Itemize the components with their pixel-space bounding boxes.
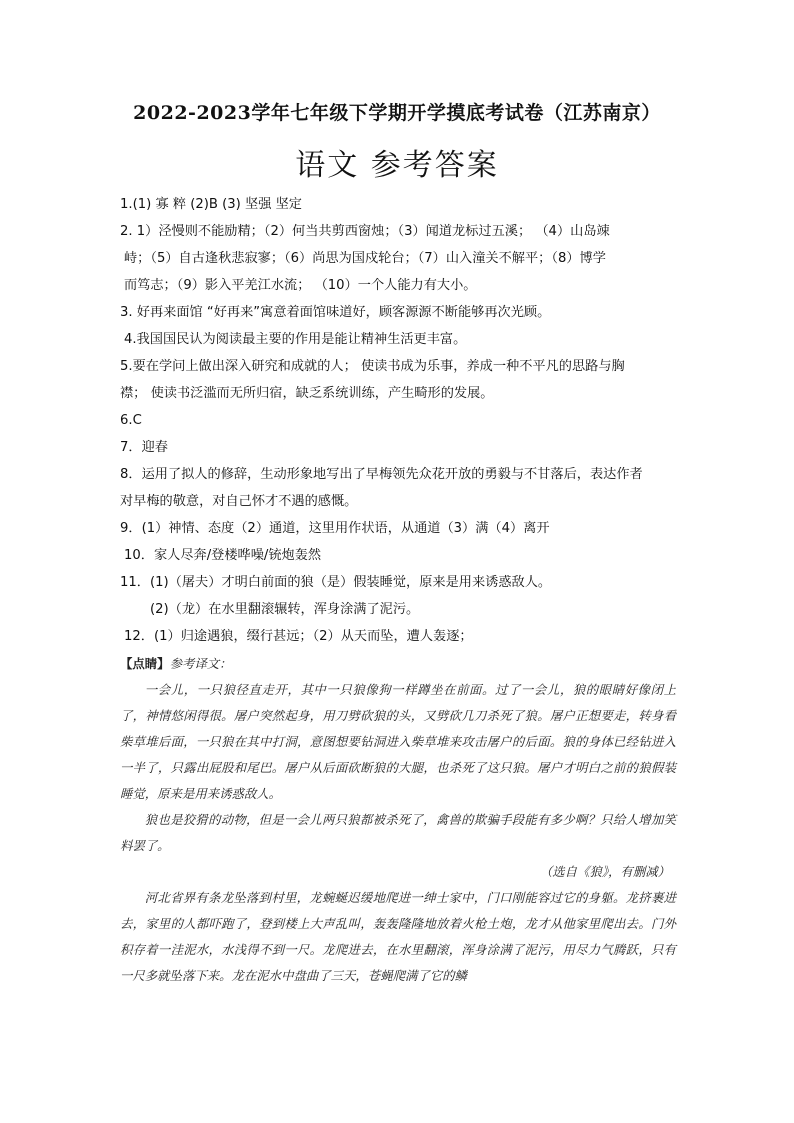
answer-10: 10．家人尽奔/登楼哗噪/铳炮轰然: [124, 548, 322, 563]
answer-4: 4.我国国民认为阅读最主要的作用是能让精神生活更丰富。: [124, 332, 467, 347]
answer-9: 9．(1）神情、态度（2）通道，这里用作状语，从通道（3）满（4）离开: [120, 521, 550, 536]
translation-paragraph-2: 狼也是狡猾的动物，但是一会儿两只狼都被杀死了，禽兽的欺骗手段能有多少啊？只给人增加笑料罢了。: [120, 812, 676, 853]
answer-5-line-1: 5.要在学问上做出深入研究和成就的人； 使读书成为乐事，养成一种不平凡的思路与胸: [120, 359, 625, 374]
commentary-block: [120, 651, 676, 989]
document-title: 2022-2023学年七年级下学期开学摸底考试卷（江苏南京）: [133, 102, 661, 124]
answer-7: 7．迎春: [120, 440, 168, 455]
commentary-intro: 参考译文：: [169, 656, 232, 671]
answer-2-line-2: 峙；（5）自古逢秋悲寂寥；（6）尚思为国戍轮台；（7）山入潼关不解平；（8）博学: [124, 251, 606, 266]
answer-11-line-1: 11．(1)（屠夫）才明白前面的狼（是）假装睡觉，原来是用来诱惑敌人。: [120, 575, 552, 590]
document-subtitle: 语文 参考答案: [295, 148, 499, 183]
commentary-heading: [120, 651, 676, 677]
answer-12: 12．(1）归途遇狼，缀行甚远；（2）从天而坠，遭人轰逐；: [124, 629, 473, 644]
answer-6: 6.C: [120, 413, 142, 428]
answer-1: 1.(1) 寡 粹 (2)B (3) 坚强 坚定: [120, 197, 302, 212]
commentary-label: 【点睛】: [120, 656, 170, 671]
answer-2-line-1: 2. 1）泾慢则不能励精；（2）何当共剪西窗烛；（3）闻道龙标过五溪； （4）山岛竦: [120, 224, 610, 239]
answer-2-line-3: 而笃志；（9）影入平羌江水流； （10）一个人能力有大小。: [124, 278, 477, 293]
answer-5-line-2: 襟； 使读书泛滥而无所归宿，缺乏系统训练，产生畸形的发展。: [120, 386, 494, 401]
answer-8-line-1: 8．运用了拟人的修辞，生动形象地写出了早梅领先众花开放的勇毅与不甘落后，表达作者: [120, 467, 643, 482]
answer-11-line-2: (2)（龙）在水里翻滚辗转，浑身涂满了泥污。: [150, 602, 420, 617]
answer-8-line-2: 对早梅的敬意，对自己怀才不遇的感慨。: [120, 494, 358, 509]
translation-source: （选自《狼》，有删减）: [539, 864, 670, 879]
translation-paragraph-3: 河北省界有条龙坠落到村里，龙蜿蜒迟缓地爬进一绅士家中，门口刚能容过它的身躯。龙挤裹进去，家里的人都吓跑了，登到楼上大声乱叫，轰轰隆隆地放着火枪土炮，龙才从他家里爬出去。门外积存着一洼泥水，水浅得不到一尺。龙爬进去，在水里翻滚，浑身涂满了泥污，用尽力气腾跃，只有一尺多就坠落下来。龙在泥水中盘曲了三天，苍蝇爬满了它的鳞: [120, 890, 676, 983]
translation-paragraph-1: 一会儿，一只狼径直走开，其中一只狼像狗一样蹲坐在前面。过了一会儿，狼的眼睛好像闭上了，神情悠闲得很。屠户突然起身，用刀劈砍狼的头，又劈砍几刀杀死了狼。屠户正想要走，转身看柴草堆后面，一只狼在其中打洞，意图想要钻洞进入柴草堆来攻击屠户的后面。狼的身体已经钻进入一半了，只露出屁股和尾巴。屠户从后面砍断狼的大腿，也杀死了这只狼。屠户才明白之前的狼假装睡觉，原来是用来诱惑敌人。: [120, 682, 676, 801]
answer-3: 3. 好再来面馆 “好再来”寓意着面馆味道好，顾客源源不断能够再次光顾。: [120, 305, 551, 320]
answer-list: [120, 191, 680, 650]
